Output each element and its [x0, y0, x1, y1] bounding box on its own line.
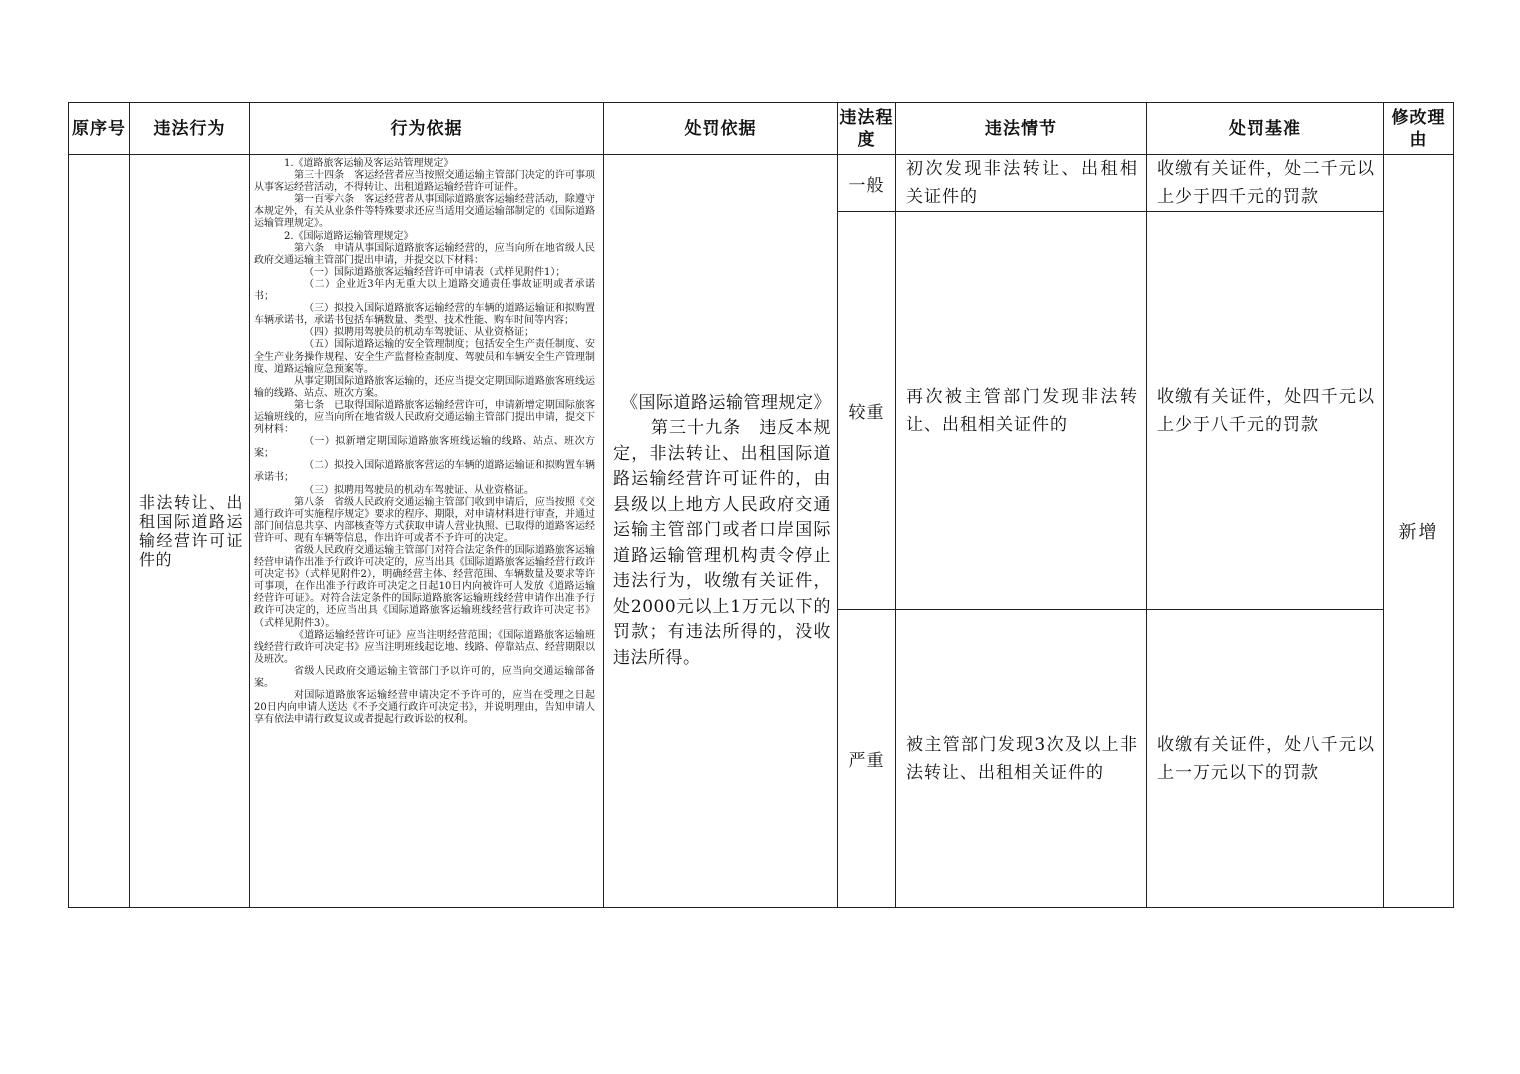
table-row-level-general — [69, 155, 1454, 212]
degree-severe: 严重 — [838, 610, 896, 908]
standard-severe: 收缴有关证件，处八千元以上一万元以下的罚款 — [1147, 610, 1384, 908]
basis-line: （二）企业近3年内无重大以上道路交通责任事故证明或者承诺书； — [254, 278, 595, 303]
basis-line: 第七条 已取得国际道路旅客运输经营许可，申请新增定期国际旅客运输班线的，应当向所在地省级人民政府交通运输主管部门提出申请，提交下列材料： — [254, 399, 595, 436]
basis-line: 2.《国际道路运输管理规定》 — [284, 230, 414, 242]
header-degree: 违法程度 — [838, 103, 896, 155]
degree-serious: 较重 — [838, 212, 896, 610]
penalty-basis-article: 第三十九条 违反本规定，非法转让、出租国际道路运输经营许可证件的，由县级以上地方人民政府交通运输主管部门或者口岸国际道路运输管理机构责令停止违法行为，收缴有关证件，处2000元以上1万元以下的罚款；有违法所得的，没收违法所得。 — [613, 418, 831, 668]
header-standard: 处罚基准 — [1147, 103, 1384, 155]
plot-serious: 再次被主管部门发现非法转让、出租相关证件的 — [896, 212, 1147, 610]
basis-line: 第六条 申请从事国际道路旅客运输经营的，应当向所在地省级人民政府交通运输主管部门提出申请，并提交以下材料： — [254, 242, 595, 266]
basis-line: 省级人民政府交通运输主管部门对符合法定条件的国际道路旅客运输经营申请作出准予行政许可决定的，应当出具《国际道路旅客运输经营行政许可决定书》（式样见附件2），明确经营主体、经营范围、车辆数量及要求等许可事项，在作出准予行政许可决定之日起10日内向被许可人发放《道路运输经营许可证》。对符合法定条件的国际道路旅客运输班线经营申请作出准予行政许可决定的，还应当出具《国际道路旅客运输班线经营行政许可决定书》（式样见附件3）。 — [254, 545, 595, 629]
header-penalty-basis: 处罚依据 — [604, 103, 838, 155]
basis-line: 第八条 省级人民政府交通运输主管部门收到申请后，应当按照《交通行政许可实施程序规定》要求的程序、期限，对申请材料进行审查，并通过部门间信息共享、内部核查等方式获取申请人营业执照、已取得的道路客运经营许可、现有车辆等信息，作出许可或者不予许可的决定。 — [254, 496, 595, 544]
basis-line: （一）拟新增定期国际道路旅客班线运输的线路、站点、班次方案； — [254, 436, 595, 460]
header-plot: 违法情节 — [896, 103, 1147, 155]
basis-line: 第一百零六条 客运经营者从事国际道路旅客运输经营活动，除遵守本规定外，有关从业条件等特殊要求还应当适用交通运输部制定的《国际道路运输管理规定》。 — [254, 194, 595, 230]
header-act-basis: 行为依据 — [250, 103, 604, 155]
header-seq: 原序号 — [69, 103, 130, 155]
basis-line: 从事定期国际道路旅客运输的，还应当提交定期国际道路旅客班线运输的线路、站点、班次方案。 — [254, 375, 595, 399]
header-act: 违法行为 — [130, 103, 250, 155]
basis-line: （四）拟聘用驾驶员的机动车驾驶证、从业资格证； — [304, 327, 534, 339]
seq-cell — [69, 155, 130, 908]
basis-line: 省级人民政府交通运输主管部门予以许可的，应当向交通运输部备案。 — [254, 665, 595, 690]
act-cell: 非法转让、出租国际道路运输经营许可证件的 — [130, 155, 250, 908]
basis-line: （一）国际道路旅客运输经营许可申请表（式样见附件1）； — [304, 266, 566, 278]
penalty-basis-title: 《国际道路运输管理规定》 — [621, 392, 831, 413]
basis-line: （三）拟投入国际道路旅客运输经营的车辆的道路运输证和拟购置车辆承诺书，承诺书包括车辆数量、类型、技术性能、购车时间等内容； — [254, 303, 595, 327]
plot-general: 初次发现非法转让、出租相关证件的 — [896, 155, 1147, 212]
basis-line: （三）拟聘用驾驶员的机动车驾驶证、从业资格证。 — [304, 484, 534, 496]
standard-serious: 收缴有关证件，处四千元以上少于八千元的罚款 — [1147, 212, 1384, 610]
header-row — [69, 103, 1454, 155]
basis-line: 1.《道路旅客运输及客运站管理规定》 — [284, 158, 454, 169]
penalty-basis-cell — [604, 155, 838, 908]
act-basis-cell — [250, 155, 604, 908]
plot-severe: 被主管部门发现3次及以上非法转让、出租相关证件的 — [896, 610, 1147, 908]
basis-line: （五）国际道路运输的安全管理制度；包括安全生产责任制度、安全生产业务操作规程、安全生产监督检查制度、驾驶员和车辆安全生产管理制度、道路运输应急预案等。 — [254, 339, 595, 375]
header-reason: 修改理由 — [1384, 103, 1454, 155]
basis-line: （二）拟投入国际道路旅客营运的车辆的道路运输证和拟购置车辆承诺书； — [254, 460, 595, 484]
penalty-standard-table — [68, 102, 1454, 908]
standard-general: 收缴有关证件，处二千元以上少于四千元的罚款 — [1147, 155, 1384, 212]
basis-line: 第三十四条 客运经营者应当按照交通运输主管部门决定的许可事项从事客运经营活动，不得转让、出租道路运输经营许可证件。 — [254, 170, 595, 194]
basis-line: 对国际道路旅客运输经营申请决定不予许可的，应当在受理之日起20日内向申请人送达《不予交通行政许可决定书》，并说明理由，告知申请人享有依法申请行政复议或者提起行政诉讼的权利。 — [254, 690, 595, 726]
basis-line: 《道路运输经营许可证》应当注明经营范围；《国际道路旅客运输班线经营行政许可决定书》应当注明班线起讫地、线路、停靠站点、经营期限以及班次。 — [254, 629, 595, 665]
reason-cell: 新增 — [1384, 155, 1454, 908]
degree-general: 一般 — [838, 155, 896, 212]
